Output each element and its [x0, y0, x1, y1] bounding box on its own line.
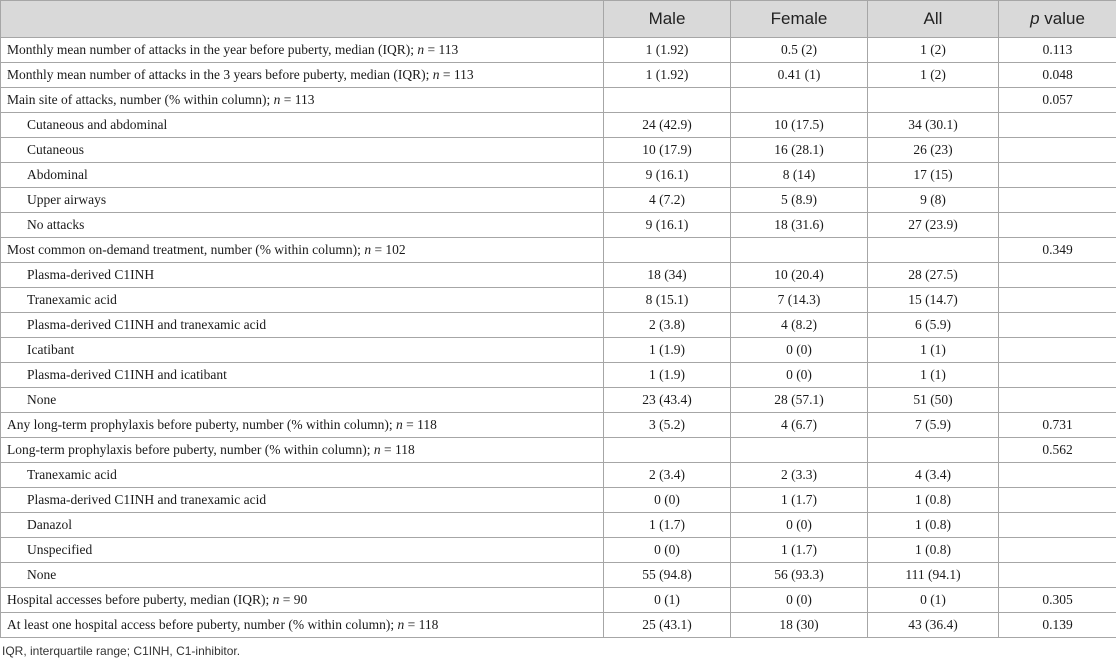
- cell-all: 9 (8): [868, 188, 999, 213]
- table-row: [1, 138, 1116, 163]
- cell-female: 4 (6.7): [731, 413, 868, 438]
- cell-male: 9 (16.1): [604, 213, 731, 238]
- cell-p-value: [999, 288, 1116, 313]
- cell-p-value: [999, 463, 1116, 488]
- cell-female: [731, 238, 868, 263]
- table-row: [1, 163, 1116, 188]
- row-label-n-value: = 90: [279, 592, 308, 607]
- cell-p-value: [999, 113, 1116, 138]
- cell-p-value: [999, 213, 1116, 238]
- row-label: [1, 238, 604, 263]
- cell-female: 0 (0): [731, 513, 868, 538]
- cell-female: [731, 438, 868, 463]
- cell-female: 28 (57.1): [731, 388, 868, 413]
- cell-female: 16 (28.1): [731, 138, 868, 163]
- cell-all: 1 (1): [868, 338, 999, 363]
- row-label-text: Tranexamic acid: [27, 467, 117, 482]
- cell-male: [604, 438, 731, 463]
- table-row: [1, 263, 1116, 288]
- table-row: [1, 238, 1116, 263]
- row-label: [1, 88, 604, 113]
- row-label-text: At least one hospital access before puberty, number (% within column);: [7, 617, 398, 632]
- row-label-text: Icatibant: [27, 342, 75, 357]
- table-row: [1, 588, 1116, 613]
- cell-p-value: [999, 163, 1116, 188]
- cell-all: 51 (50): [868, 388, 999, 413]
- header-cell-label: [1, 1, 604, 38]
- cell-all: 1 (1): [868, 363, 999, 388]
- cell-all: [868, 438, 999, 463]
- cell-female: 7 (14.3): [731, 288, 868, 313]
- cell-p-value: 0.139: [999, 613, 1116, 638]
- cell-male: 25 (43.1): [604, 613, 731, 638]
- cell-p-value: [999, 263, 1116, 288]
- row-label-text: Hospital accesses before puberty, median (IQR);: [7, 592, 273, 607]
- row-label-text: Danazol: [27, 517, 72, 532]
- cell-all: 0 (1): [868, 588, 999, 613]
- cell-all: 111 (94.1): [868, 563, 999, 588]
- cell-all: 1 (0.8): [868, 538, 999, 563]
- table-row: [1, 188, 1116, 213]
- cell-p-value: [999, 513, 1116, 538]
- row-label-n-value: = 118: [380, 442, 415, 457]
- cell-all: 34 (30.1): [868, 113, 999, 138]
- header-cell-all: All: [868, 1, 999, 38]
- cell-all: 1 (0.8): [868, 488, 999, 513]
- row-label-n-value: = 118: [402, 417, 437, 432]
- row-label-text: Monthly mean number of attacks in the year before puberty, median (IQR);: [7, 42, 418, 57]
- cell-female: 56 (93.3): [731, 563, 868, 588]
- row-label-n-value: = 118: [404, 617, 439, 632]
- cell-p-value: 0.305: [999, 588, 1116, 613]
- row-label: [1, 63, 604, 88]
- table-row: [1, 38, 1116, 63]
- row-label-text: None: [27, 392, 57, 407]
- cell-male: [604, 238, 731, 263]
- table-row: [1, 288, 1116, 313]
- cell-male: 1 (1.92): [604, 38, 731, 63]
- row-label: [1, 388, 604, 413]
- cell-female: [731, 88, 868, 113]
- row-label-n-symbol: n: [364, 242, 372, 257]
- cell-male: 1 (1.7): [604, 513, 731, 538]
- cell-p-value: [999, 538, 1116, 563]
- row-label: [1, 563, 604, 588]
- cell-male: 0 (1): [604, 588, 731, 613]
- row-label-n-symbol: n: [396, 417, 403, 432]
- table-row: [1, 613, 1116, 638]
- cell-all: [868, 88, 999, 113]
- cell-male: 10 (17.9): [604, 138, 731, 163]
- cell-all: 1 (2): [868, 38, 999, 63]
- row-label-text: Plasma-derived C1INH and tranexamic acid: [27, 317, 267, 332]
- row-label: [1, 513, 604, 538]
- cell-male: 9 (16.1): [604, 163, 731, 188]
- cell-male: 0 (0): [604, 538, 731, 563]
- row-label-text: Plasma-derived C1INH and tranexamic acid: [27, 492, 267, 507]
- cell-male: 1 (1.9): [604, 363, 731, 388]
- p-symbol: p: [1030, 9, 1040, 28]
- cell-p-value: 0.048: [999, 63, 1116, 88]
- row-label-n-symbol: n: [272, 592, 280, 607]
- cell-female: 1 (1.7): [731, 538, 868, 563]
- row-label: [1, 488, 604, 513]
- cell-all: 15 (14.7): [868, 288, 999, 313]
- cell-female: 1 (1.7): [731, 488, 868, 513]
- table-row: [1, 438, 1116, 463]
- header-cell-male: Male: [604, 1, 731, 38]
- cell-all: 43 (36.4): [868, 613, 999, 638]
- table-row: [1, 513, 1116, 538]
- header-p-value-text: p value: [1030, 9, 1085, 28]
- row-label-n-value: = 113: [424, 42, 459, 57]
- cell-female: 0.41 (1): [731, 63, 868, 88]
- table-row: [1, 488, 1116, 513]
- cell-male: 1 (1.92): [604, 63, 731, 88]
- cell-female: 0 (0): [731, 363, 868, 388]
- table-row: [1, 463, 1116, 488]
- cell-p-value: 0.113: [999, 38, 1116, 63]
- cell-p-value: 0.731: [999, 413, 1116, 438]
- row-label-text: Plasma-derived C1INH: [27, 267, 155, 282]
- table-row: [1, 113, 1116, 138]
- row-label: [1, 213, 604, 238]
- table-row: [1, 538, 1116, 563]
- table-row: [1, 363, 1116, 388]
- table-footnote: IQR, interquartile range; C1INH, C1-inhibitor.: [2, 644, 241, 658]
- cell-male: 2 (3.8): [604, 313, 731, 338]
- cell-all: 4 (3.4): [868, 463, 999, 488]
- row-label-n-symbol: n: [397, 617, 405, 632]
- table-row: [1, 88, 1116, 113]
- header-cell-p-value: [999, 1, 1116, 38]
- row-label: [1, 613, 604, 638]
- cell-p-value: [999, 138, 1116, 163]
- row-label-text: Cutaneous and abdominal: [27, 117, 168, 132]
- cell-all: 7 (5.9): [868, 413, 999, 438]
- row-label: [1, 138, 604, 163]
- row-label: [1, 538, 604, 563]
- row-label-text: No attacks: [27, 217, 85, 232]
- table-row: [1, 313, 1116, 338]
- row-label-text: Plasma-derived C1INH and icatibant: [27, 367, 227, 382]
- row-label-text: Cutaneous: [27, 142, 84, 157]
- row-label: [1, 588, 604, 613]
- cell-male: 0 (0): [604, 488, 731, 513]
- cell-p-value: 0.057: [999, 88, 1116, 113]
- row-label: [1, 338, 604, 363]
- cell-p-value: 0.562: [999, 438, 1116, 463]
- row-label: [1, 413, 604, 438]
- table-row: [1, 338, 1116, 363]
- row-label-n-symbol: n: [273, 92, 281, 107]
- row-label-n-symbol: n: [417, 42, 425, 57]
- cell-female: 0 (0): [731, 338, 868, 363]
- cell-female: 10 (17.5): [731, 113, 868, 138]
- row-label: [1, 438, 604, 463]
- cell-all: 27 (23.9): [868, 213, 999, 238]
- row-label-n-value: = 113: [280, 92, 315, 107]
- row-label-text: Any long-term prophylaxis before puberty, number (% within column);: [7, 417, 397, 432]
- row-label: [1, 163, 604, 188]
- cell-male: 3 (5.2): [604, 413, 731, 438]
- cell-p-value: [999, 338, 1116, 363]
- cell-male: 24 (42.9): [604, 113, 731, 138]
- row-label-text: None: [27, 567, 57, 582]
- row-label-text: Long-term prophylaxis before puberty, number (% within column);: [7, 442, 374, 457]
- cell-male: 8 (15.1): [604, 288, 731, 313]
- cell-p-value: 0.349: [999, 238, 1116, 263]
- cell-female: 18 (31.6): [731, 213, 868, 238]
- row-label-text: Monthly mean number of attacks in the 3 years before puberty, median (IQR);: [7, 67, 433, 82]
- row-label-n-symbol: n: [432, 67, 440, 82]
- cell-male: 55 (94.8): [604, 563, 731, 588]
- cell-female: 5 (8.9): [731, 188, 868, 213]
- cell-p-value: [999, 188, 1116, 213]
- row-label-n-symbol: n: [373, 442, 381, 457]
- row-label: [1, 363, 604, 388]
- cell-all: 26 (23): [868, 138, 999, 163]
- cell-p-value: [999, 488, 1116, 513]
- header-cell-female: Female: [731, 1, 868, 38]
- row-label-n-value: = 102: [371, 242, 406, 257]
- cell-male: 2 (3.4): [604, 463, 731, 488]
- cell-female: 4 (8.2): [731, 313, 868, 338]
- header-row: [1, 1, 1116, 38]
- row-label: [1, 188, 604, 213]
- cell-p-value: [999, 563, 1116, 588]
- row-label-n-value: = 113: [439, 67, 474, 82]
- cell-male: 23 (43.4): [604, 388, 731, 413]
- cell-female: 2 (3.3): [731, 463, 868, 488]
- row-label-text: Tranexamic acid: [27, 292, 117, 307]
- cell-female: 18 (30): [731, 613, 868, 638]
- row-label-text: Upper airways: [27, 192, 107, 207]
- cell-all: 28 (27.5): [868, 263, 999, 288]
- row-label: [1, 263, 604, 288]
- cell-female: 8 (14): [731, 163, 868, 188]
- row-label: [1, 288, 604, 313]
- cell-all: 17 (15): [868, 163, 999, 188]
- cell-male: [604, 88, 731, 113]
- cell-all: 1 (2): [868, 63, 999, 88]
- table-row: [1, 413, 1116, 438]
- table-row: [1, 63, 1116, 88]
- cell-all: 6 (5.9): [868, 313, 999, 338]
- row-label: [1, 113, 604, 138]
- cell-male: 1 (1.9): [604, 338, 731, 363]
- cell-female: 0 (0): [731, 588, 868, 613]
- row-label: [1, 463, 604, 488]
- row-label-text: Abdominal: [27, 167, 88, 182]
- row-label-text: Unspecified: [27, 542, 93, 557]
- cell-male: 18 (34): [604, 263, 731, 288]
- cell-all: 1 (0.8): [868, 513, 999, 538]
- cell-female: 0.5 (2): [731, 38, 868, 63]
- table-row: [1, 388, 1116, 413]
- row-label-text: Main site of attacks, number (% within column);: [7, 92, 274, 107]
- cell-p-value: [999, 363, 1116, 388]
- row-label-text: Most common on-demand treatment, number (% within column);: [7, 242, 365, 257]
- cell-male: 4 (7.2): [604, 188, 731, 213]
- cell-p-value: [999, 313, 1116, 338]
- row-label: [1, 38, 604, 63]
- cell-p-value: [999, 388, 1116, 413]
- cell-all: [868, 238, 999, 263]
- row-label: [1, 313, 604, 338]
- table-row: [1, 563, 1116, 588]
- cell-female: 10 (20.4): [731, 263, 868, 288]
- table-row: [1, 213, 1116, 238]
